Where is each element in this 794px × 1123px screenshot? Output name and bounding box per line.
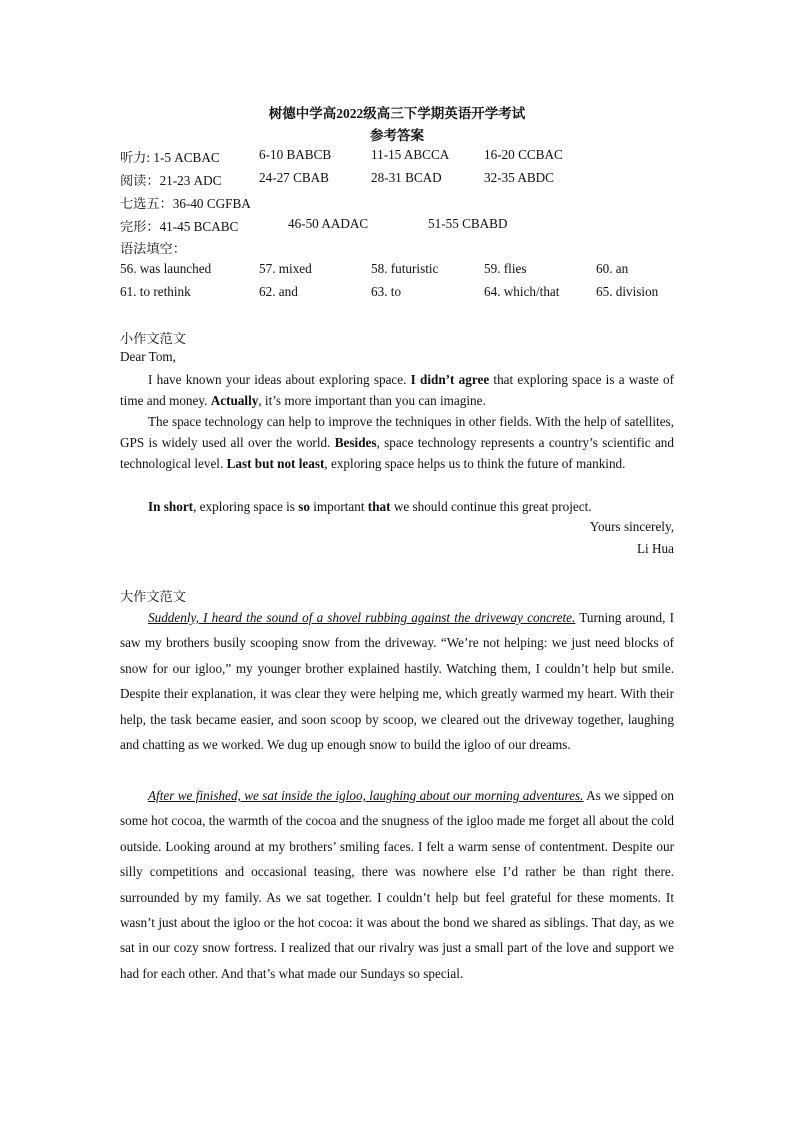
reading-group-1: 21-23 ADC — [159, 173, 222, 188]
grammar-answer-63: 63. to — [371, 284, 402, 299]
small-essay-heading: 小作文范文 — [120, 331, 186, 346]
reading-group-2: 24-27 CBAB — [259, 170, 329, 185]
grammar-answer-59: 59. flies — [484, 261, 527, 276]
text-run: we should continue this great project. — [390, 499, 592, 514]
bold-phrase: Besides — [334, 435, 377, 450]
listening-label: 听力: — [120, 150, 154, 165]
given-opening-sentence: Suddenly, I heard the sound of a shovel rubbing against the driveway concrete. — [148, 610, 576, 625]
page-title: 树德中学高2022级高三下学期英语开学考试 — [268, 106, 526, 121]
listening-group-4: 16-20 CCBAC — [484, 147, 563, 162]
text-run: , exploring space helps us to think the future of mankind. — [324, 456, 626, 471]
text-run: , it’s more important than you can imagine. — [258, 393, 486, 408]
cloze-group-3: 51-55 CBABD — [428, 216, 508, 231]
seven-five-row — [120, 193, 251, 212]
cloze-group-1: 41-45 BCABC — [159, 219, 239, 234]
text-run: that exploring space is a waste of time and money. — [120, 372, 674, 408]
listening-row — [120, 147, 220, 166]
reading-group-3: 28-31 BCAD — [371, 170, 442, 185]
bold-phrase: that — [367, 499, 391, 514]
cloze-label: 完形： — [120, 219, 160, 234]
grammar-answer-56: 56. was launched — [120, 261, 212, 276]
grammar-answer-62: 62. and — [259, 284, 298, 299]
reading-row — [120, 170, 221, 189]
grammar-answer-57: 57. mixed — [259, 261, 312, 276]
bold-phrase: I didn’t agree — [410, 372, 490, 387]
seven-five-group-1: 36-40 CGFBA — [172, 196, 251, 211]
grammar-label: 语法填空： — [120, 241, 186, 256]
text-run: , exploring space is — [193, 499, 299, 514]
small-essay-paragraph-1 — [120, 369, 674, 411]
big-essay-heading: 大作文范文 — [120, 589, 186, 604]
listening-group-1: 1-5 ACBAC — [153, 150, 220, 165]
text-run: As we sipped on some hot cocoa, the warmth of the cocoa and the snugness of the igloo made me forget all about the cold outside. Looking around at my brothers’ smiling faces. I felt a warm sense of contentment. Despite our silly competitions and occasional teasing, there was nowhere else I’d rather be than right there. surrounded by my family. As we sat together. I couldn’t help but feel grateful for these moments. It wasn’t just about the igloo or the hot cocoa: it was about the bond we shared as siblings. That day, as we sat in our cozy snow fortress. I realized that our rivalry was just a small part of the love and support we had for each other. And that’s what made our Sundays so special. — [120, 788, 674, 981]
big-essay-paragraph-2 — [120, 783, 674, 986]
grammar-answer-65: 65. division — [596, 284, 659, 299]
big-essay-paragraph-1 — [120, 605, 674, 757]
text-run: important — [309, 499, 368, 514]
grammar-answer-58: 58. futuristic — [371, 261, 439, 276]
cloze-group-2: 46-50 AADAC — [288, 216, 369, 231]
bold-phrase: In short — [148, 499, 194, 514]
listening-group-3: 11-15 ABCCA — [371, 147, 450, 162]
small-essay-signature: Li Hua — [637, 541, 674, 556]
text-run: Turning around, I saw my brothers busily scooping snow from the driveway. “We’re not helping: we just need blocks of snow for our igloo,” my younger brother explained hastily. Watching them, I couldn’t help but smile. Despite their explanation, it was clear they were helping me, which greatly warmed my heart. With their help, the task became easier, and soon scoop by scoop, we cleared out the driveway together, laughing and chatting as we worked. We dug up enough snow to build the igloo of our dreams. — [120, 610, 675, 753]
given-opening-sentence: After we finished, we sat inside the igloo, laughing about our morning adventures. — [148, 788, 584, 803]
grammar-answer-64: 64. which/that — [484, 284, 560, 299]
text-run: , space technology represents a country’s scientific and technological level. — [120, 435, 674, 471]
grammar-answer-60: 60. an — [596, 261, 629, 276]
small-essay-paragraph-2 — [120, 411, 674, 474]
bold-phrase: Last but not least — [226, 456, 325, 471]
reading-group-4: 32-35 ABDC — [484, 170, 554, 185]
text-run: The space technology can help to improve the techniques in other fields. With the help of satellites, GPS is widely used all over the world. — [120, 414, 674, 450]
grammar-answer-61: 61. to rethink — [120, 284, 191, 299]
page-subtitle: 参考答案 — [370, 128, 424, 143]
seven-five-label: 七选五： — [120, 196, 173, 211]
bold-phrase: so — [298, 499, 310, 514]
cloze-row — [120, 216, 238, 235]
small-essay-paragraph-3 — [120, 496, 674, 517]
listening-group-2: 6-10 BABCB — [259, 147, 332, 162]
small-essay-greeting: Dear Tom, — [120, 349, 176, 364]
reading-label: 阅读： — [120, 173, 160, 188]
small-essay-closing: Yours sincerely, — [589, 519, 674, 534]
bold-phrase: Actually — [210, 393, 259, 408]
text-run: I have known your ideas about exploring space. — [148, 372, 411, 387]
